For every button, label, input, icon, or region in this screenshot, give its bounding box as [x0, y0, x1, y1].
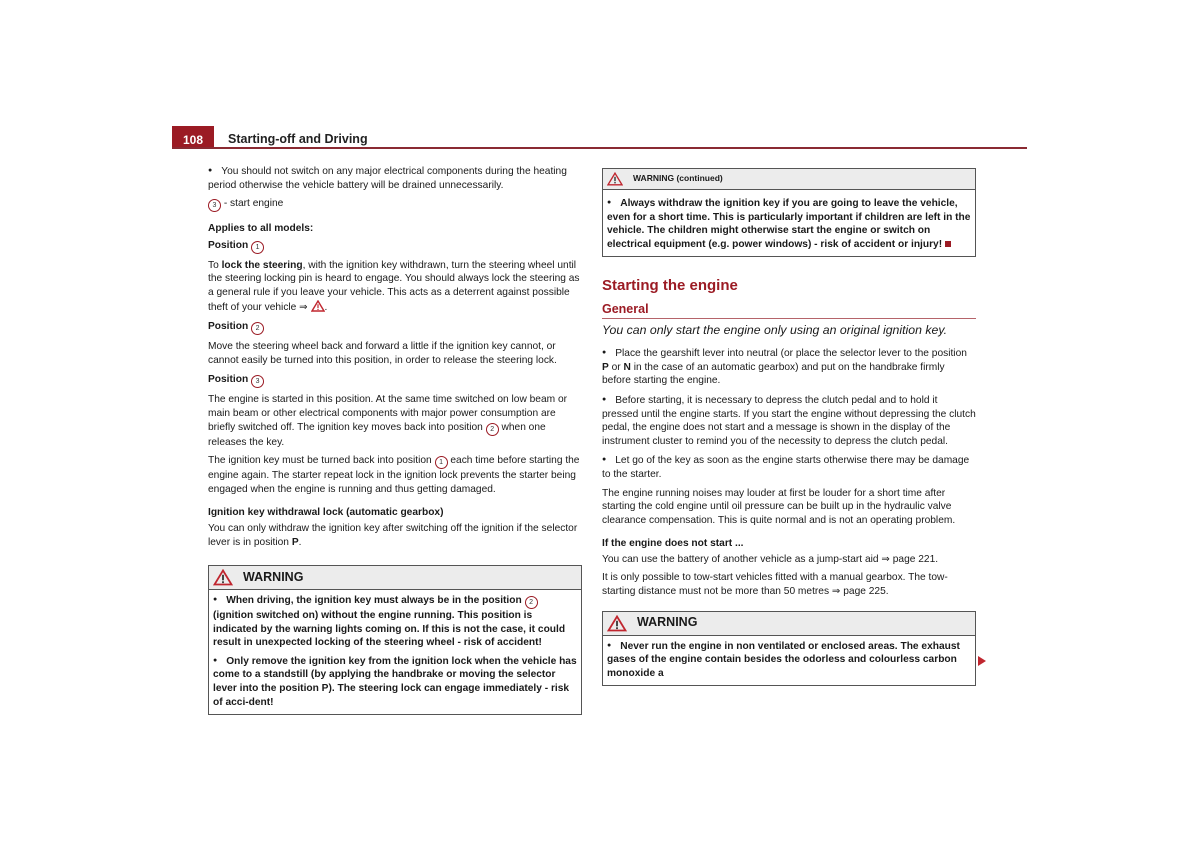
- section-subtitle: General: [602, 303, 976, 319]
- text-span: The ignition key must be turned back into position: [208, 455, 435, 467]
- warning-item: [213, 593, 577, 650]
- withdrawal-text: [208, 522, 582, 549]
- chapter-title: Starting-off and Driving: [228, 132, 368, 146]
- intro-text: You can only start the engine only using an original ignition key.: [602, 322, 947, 337]
- warning-item: [607, 196, 971, 251]
- position-label: Position: [208, 374, 252, 386]
- warning-body: [209, 590, 581, 714]
- section-title: Starting the engine: [602, 277, 738, 295]
- warning-triangle-icon: [607, 172, 623, 186]
- return-position-text: [208, 454, 582, 496]
- position-marker-2: 2: [525, 596, 538, 609]
- text-span: each time before starting the engine again. The starter repeat lock in the ignition lock prevents the starter being engaged when the engine is running and thus getting damaged.: [208, 455, 580, 495]
- noise-text: The engine running noises may louder at first be louder for a short time after starting the cold engine until oil pressure can be built up in the hydraulic valve clearance compensation. This is quite normal and is not an operating problem.: [602, 487, 956, 526]
- warning-continued-header: [603, 169, 975, 190]
- continue-arrow-icon[interactable]: [978, 656, 986, 666]
- tow-start-text[interactable]: It is only possible to tow-start vehicles fitted with a manual gearbox. The tow-starting distance must not be more than 50 metres ⇒ page 225.: [602, 572, 948, 598]
- text-span: Always withdraw the ignition key if you are going to leave the vehicle, even for a short time. This is particularly important if children are left in the vehicle. The children might otherwise start the engine or switch on electrical equipment (e.g. power windows) - risk of accident or injury!: [607, 198, 971, 250]
- warning-box: [208, 565, 582, 715]
- position-marker-3: 3: [208, 199, 221, 212]
- position-label: Position: [208, 239, 252, 251]
- start-engine-text: - start engine: [221, 198, 284, 210]
- text-span: .: [324, 301, 328, 313]
- bullet-heating: ● You should not switch on any major electrical components during the heating period otherwise the vehicle battery will be drained unnecessarily.: [208, 164, 582, 192]
- position-2-text: Move the steering wheel back and forward a little if the ignition key cannot, or cannot easily be turned into this position, in order to release the steering lock.: [208, 341, 557, 366]
- warning-continued-box: [602, 168, 976, 257]
- left-column: [208, 164, 582, 715]
- text-span: when one releases the key.: [208, 421, 546, 448]
- text-span: or: [608, 361, 624, 373]
- position-n: N: [623, 361, 631, 373]
- warning-title: WARNING (continued): [633, 173, 723, 184]
- warning-header: [209, 566, 581, 590]
- position-marker-2: 2: [486, 423, 499, 436]
- page-number: 108: [172, 126, 214, 148]
- bullet-gearshift: [602, 346, 976, 388]
- position-3-heading: [208, 373, 582, 388]
- position-marker-2: 2: [251, 322, 264, 335]
- bullet-key-release: ● Let go of the key as soon as the engine starts otherwise there may be damage to the starter.: [602, 453, 976, 481]
- nostart-heading: If the engine does not start ...: [602, 538, 744, 550]
- text-span: in the case of an automatic gearbox) and put on the handbrake firmly before starting the engine.: [602, 361, 945, 387]
- jump-start-text[interactable]: You can use the battery of another vehicle as a jump-start aid ⇒ page 221.: [602, 553, 939, 565]
- warning-triangle-icon: [607, 615, 627, 632]
- text-span: , with the ignition key withdrawn, turn the steering wheel until the steering locking pin is heard to engage. You should always lock the steering as a general rule if you leave your vehicle. This acts as a deterrent against possible theft of your vehicle ⇒: [208, 259, 580, 313]
- position-marker-1: 1: [251, 241, 264, 254]
- text-span: The engine is started in this position. At the same time switched on low beam or main beam or other electrical components with major power consumption are briefly switched off. The ignition key moves back into position: [208, 394, 568, 433]
- warning-title: WARNING: [637, 615, 698, 630]
- position-marker-3: 3: [251, 375, 264, 388]
- withdrawal-heading: Ignition key withdrawal lock (automatic gearbox): [208, 507, 444, 519]
- warning-item: ● Never run the engine in non ventilated or enclosed areas. The exhaust gases of the engine contain besides the odorless and colourless carbon monoxide a: [607, 639, 971, 681]
- position-p: P: [291, 536, 299, 548]
- text-span: (ignition switched on) without the engine running. This position is indicated by the warning lights coming on. If this is not the case, it could result in unexpected locking of the steering wheel - risk of accident!: [213, 610, 566, 649]
- warning-body: [603, 190, 975, 256]
- applies-heading: Applies to all models:: [208, 223, 314, 235]
- page-header: [172, 126, 1027, 150]
- position-label: Position: [208, 321, 252, 333]
- right-column: [602, 168, 976, 686]
- warning-body: [603, 636, 975, 686]
- lock-steering-emphasis: lock the steering: [221, 259, 303, 271]
- position-marker-1: 1: [435, 456, 448, 469]
- bullet-clutch: ● Before starting, it is necessary to depress the clutch pedal and to hold it pressed until the engine starts. If you start the engine without depressing the clutch pedal, the engine does not start and a message is shown in the display of the instrument cluster to remind you of the necessity to depress the clutch pedal.: [602, 393, 976, 448]
- start-engine-line: [208, 197, 582, 212]
- position-1-heading: [208, 239, 582, 254]
- warning-triangle-icon[interactable]: [311, 300, 325, 312]
- text-span: Place the gearshift lever into neutral (or place the selector lever to the position: [615, 348, 967, 360]
- warning-box-2: [602, 611, 976, 687]
- text-span: To: [208, 259, 222, 271]
- warning-title: WARNING: [243, 569, 304, 584]
- header-divider: [172, 147, 1027, 149]
- warning-header: [603, 612, 975, 636]
- text-span: When driving, the ignition key must always be in the position: [226, 595, 525, 607]
- text-span: You can only withdraw the ignition key after switching off the ignition if the selector lever is in position: [208, 522, 578, 548]
- warning-item: ● Only remove the ignition key from the ignition lock when the vehicle has come to a standstill (by applying the handbrake or moving the selector lever into the position P). The steering lock can engage immediately - risk of acci-dent!: [213, 654, 577, 709]
- position-p: P: [602, 361, 609, 373]
- end-of-section-marker: [945, 241, 951, 247]
- position-3-text: [208, 393, 582, 449]
- text-span: .: [298, 536, 302, 548]
- warning-triangle-icon: [213, 569, 233, 586]
- position-2-heading: [208, 320, 582, 335]
- position-1-text: [208, 259, 582, 314]
